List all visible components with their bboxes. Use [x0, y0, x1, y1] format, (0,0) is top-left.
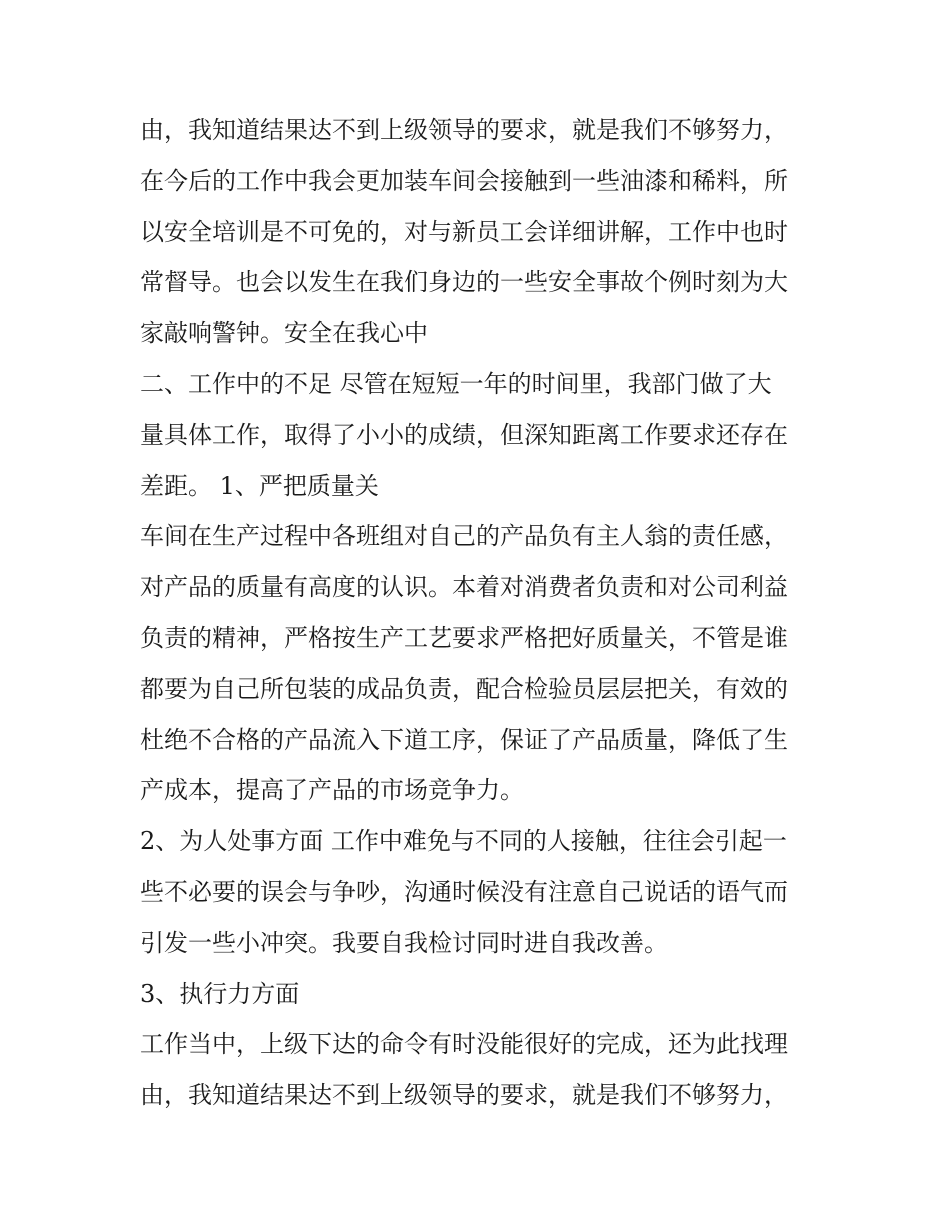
text-line: 以安全培训是不可免的，对与新员工会详细讲解，工作中也时: [140, 217, 788, 246]
subsection-heading-line: 2、为人处事方面 工作中难免与不同的人接触，往往会引起一: [140, 827, 787, 856]
text-line: 工作当中，上级下达的命令有时没能很好的完成，还为此找理: [140, 1030, 788, 1059]
text-line: 对产品的质量有高度的认识。本着对消费者负责和对公司利益: [140, 573, 788, 602]
text-line: 产成本，提高了产品的市场竞争力。: [140, 776, 524, 805]
text-line: 些不必要的误会与争吵，沟通时候没有注意自己说话的语气而: [140, 877, 788, 906]
text-line: 引发一些小冲突。我要自我检讨同时进自我改善。: [140, 928, 668, 957]
text-line: 负责的精神，严格按生产工艺要求严格把好质量关，不管是谁: [140, 623, 788, 652]
text-line: 杜绝不合格的产品流入下道工序，保证了产品质量，降低了生: [140, 725, 788, 754]
text-line: 量具体工作，取得了小小的成绩，但深知距离工作要求还存在: [140, 420, 788, 449]
document-body: [140, 105, 830, 1121]
subsection-heading-line: 差距。 1、严把质量关: [140, 471, 379, 500]
text-line: 在今后的工作中我会更加装车间会接触到一些油漆和稀料，所: [140, 166, 788, 195]
text-line: 常督导。也会以发生在我们身边的一些安全事故个例时刻为大: [140, 268, 788, 297]
text-line: 由，我知道结果达不到上级领导的要求，就是我们不够努力，: [140, 1081, 788, 1110]
text-line: 都要为自己所包装的成品负责，配合检验员层层把关，有效的: [140, 674, 788, 703]
text-line: 家敲响警钟。安全在我心中: [140, 319, 428, 348]
subsection-heading-line: 3、执行力方面: [140, 979, 300, 1008]
section-heading-line: 二、工作中的不足 尽管在短短一年的时间里，我部门做了大: [140, 369, 772, 398]
text-line: 车间在生产过程中各班组对自己的产品负有主人翁的责任感，: [140, 522, 788, 551]
text-line: 由，我知道结果达不到上级领导的要求，就是我们不够努力，: [140, 116, 788, 144]
